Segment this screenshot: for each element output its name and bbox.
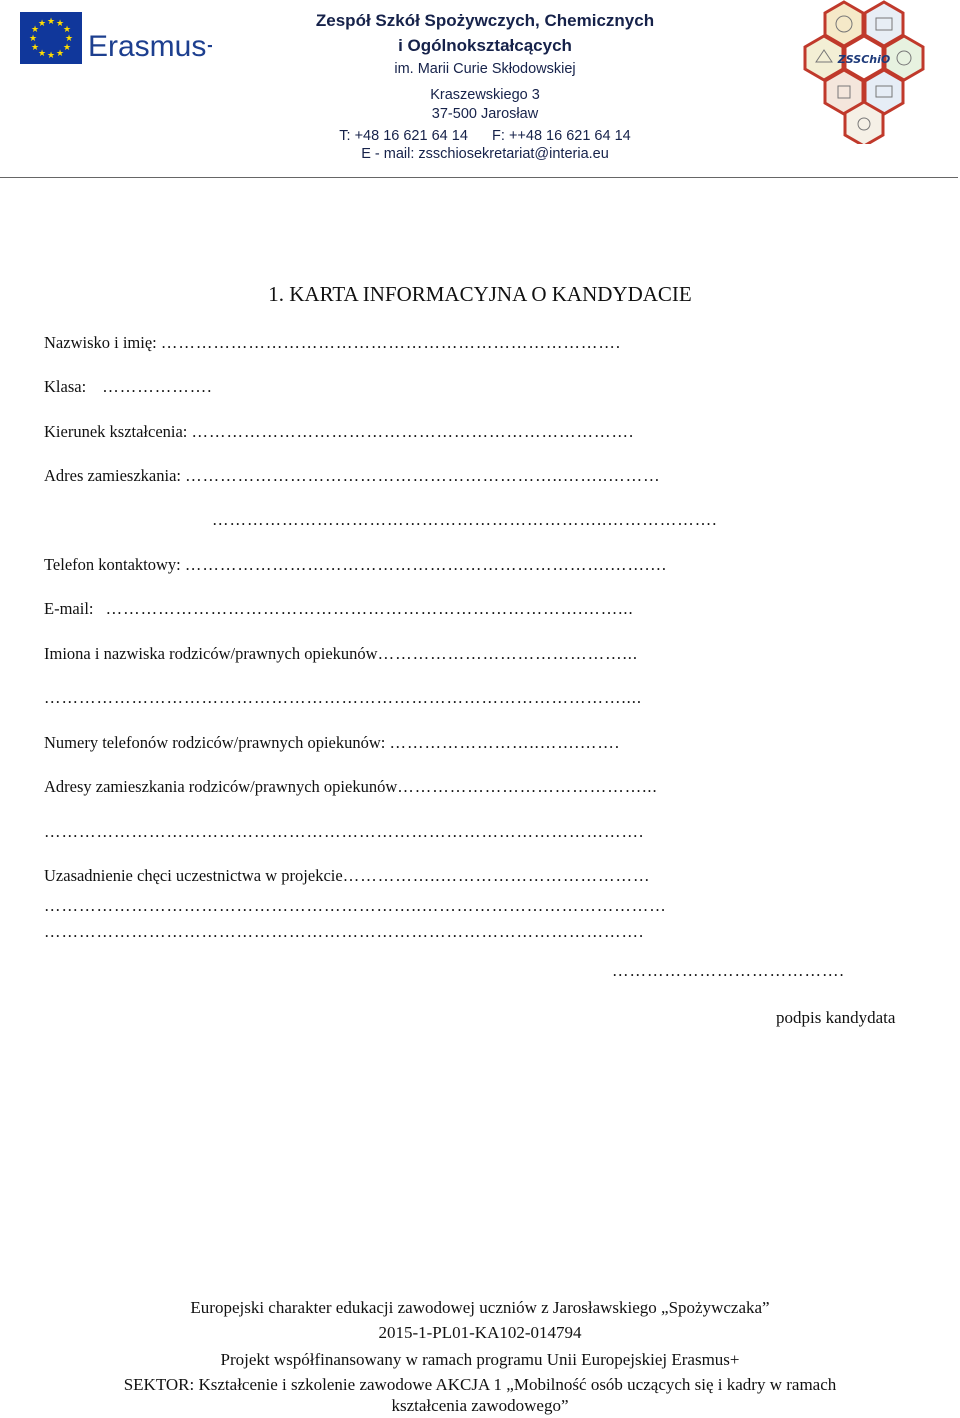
field-email	[44, 599, 634, 619]
field-label: Nazwisko i imię:	[44, 333, 157, 352]
field-label: Numery telefonów rodziców/prawnych opiekunów:	[44, 733, 386, 752]
svg-text:★: ★	[28, 34, 38, 44]
field-label: Klasa:	[44, 377, 87, 396]
field-parents-addresses	[44, 777, 658, 797]
fill-in-dots[interactable]: ……………………………………...	[397, 777, 658, 796]
school-email: E - mail: zsschiosekretariat@interia.eu	[361, 146, 609, 162]
field-address	[44, 466, 661, 486]
fill-in-dots[interactable]: ……………………………………...	[377, 644, 638, 663]
svg-text:★: ★	[55, 19, 65, 29]
svg-text:★: ★	[64, 34, 74, 44]
field-label: Adres zamieszkania:	[44, 466, 181, 485]
field-parents-phones	[44, 733, 620, 753]
fill-in-dots[interactable]: …………………………………………………………..……………….	[212, 510, 718, 529]
fill-in-dots[interactable]: ………………………………………………………………….	[191, 422, 635, 441]
footer-sector-line2: kształcenia zawodowego”	[391, 1396, 569, 1415]
svg-text:★: ★	[62, 43, 72, 53]
form-title: 1. KARTA INFORMACYJNA O KANDYDACIE	[268, 282, 692, 306]
fill-in-dots[interactable]: ………………………………………………………..……………………………………	[44, 896, 667, 915]
signature-label: podpis kandydata	[776, 1008, 896, 1027]
svg-text:★: ★	[62, 25, 72, 35]
svg-text:★: ★	[37, 19, 47, 29]
svg-text:★: ★	[46, 51, 56, 61]
fill-in-dots[interactable]: ……………..………………………………	[342, 866, 651, 885]
svg-text:★: ★	[37, 49, 47, 59]
field-phone	[44, 555, 668, 575]
svg-text:★: ★	[30, 25, 40, 35]
school-phones: T: +48 16 621 64 14 F: ++48 16 621 64 14	[339, 128, 631, 144]
svg-text:★: ★	[30, 43, 40, 53]
fill-in-dots[interactable]: ……………….	[102, 377, 213, 396]
field-parents-names	[44, 644, 638, 664]
footer-sector-line1: SEKTOR: Kształcenie i szkolenie zawodowe AKCJA 1 „Mobilność osób uczących się i kadry w ramach	[123, 1375, 837, 1394]
school-city: 37-500 Jarosław	[431, 106, 539, 122]
school-name-line2: i Ogólnokształcących	[398, 36, 572, 55]
field-label: Imiona i nazwiska rodziców/prawnych opiekunów	[44, 644, 378, 663]
fill-in-dots[interactable]: ……………………………………………………………………….……...	[105, 599, 634, 618]
header-divider	[0, 177, 958, 178]
field-motivation-continued-1	[44, 896, 667, 916]
field-full-name	[44, 333, 621, 353]
school-name-line1: Zespół Szkół Spożywczych, Chemicznych	[315, 11, 655, 30]
footer-project-title: Europejski charakter edukacji zawodowej uczniów z Jarosławskiego „Spożywczaka”	[190, 1298, 770, 1317]
field-motivation	[44, 866, 650, 886]
fill-in-dots[interactable]: ……………………..…….…….	[389, 733, 620, 752]
field-study-direction	[44, 422, 634, 442]
svg-text:★: ★	[46, 17, 56, 27]
school-patron: im. Marii Curie Skłodowskiej	[394, 61, 576, 77]
svg-text:★: ★	[55, 49, 65, 59]
school-street: Kraszewskiego 3	[430, 87, 540, 103]
fill-in-dots[interactable]: ………………………………………………………………………………………….	[44, 822, 645, 841]
fill-in-dots[interactable]: ………………………………………………………………………………………....	[44, 688, 642, 707]
fill-in-dots[interactable]: ……………………………………………………………….…….…	[184, 555, 668, 574]
field-label: Uzasadnienie chęci uczestnictwa w projekcie	[44, 866, 343, 885]
field-label: Adresy zamieszkania rodziców/prawnych opiekunów	[44, 777, 398, 796]
signature-line[interactable]: ………………………………….	[612, 961, 845, 980]
footer-project-number: 2015-1-PL01-KA102-014794	[378, 1323, 582, 1342]
field-parents-addresses-continued	[44, 822, 644, 842]
field-address-continued	[212, 510, 717, 530]
field-label: Kierunek kształcenia:	[44, 422, 188, 441]
fill-in-dots[interactable]: …………………………………………………………………….	[160, 333, 621, 352]
field-label: E-mail:	[44, 599, 94, 618]
footer-funding: Projekt współfinansowany w ramach programu Unii Europejskiej Erasmus+	[220, 1350, 740, 1369]
school-logo	[786, 0, 946, 144]
school-logo-text: ZSSChiO	[837, 53, 891, 66]
field-motivation-continued-2	[44, 922, 644, 942]
field-class	[44, 377, 212, 397]
erasmus-plus-logo	[20, 12, 212, 66]
fill-in-dots[interactable]: ………………………………………………………………………………………….	[44, 922, 645, 941]
field-label: Telefon kontaktowy:	[44, 555, 181, 574]
field-parents-names-continued	[44, 688, 642, 708]
erasmus-logo-text: Erasmus+	[88, 30, 212, 63]
fill-in-dots[interactable]: ………………………………………………………..……..………	[185, 466, 661, 485]
